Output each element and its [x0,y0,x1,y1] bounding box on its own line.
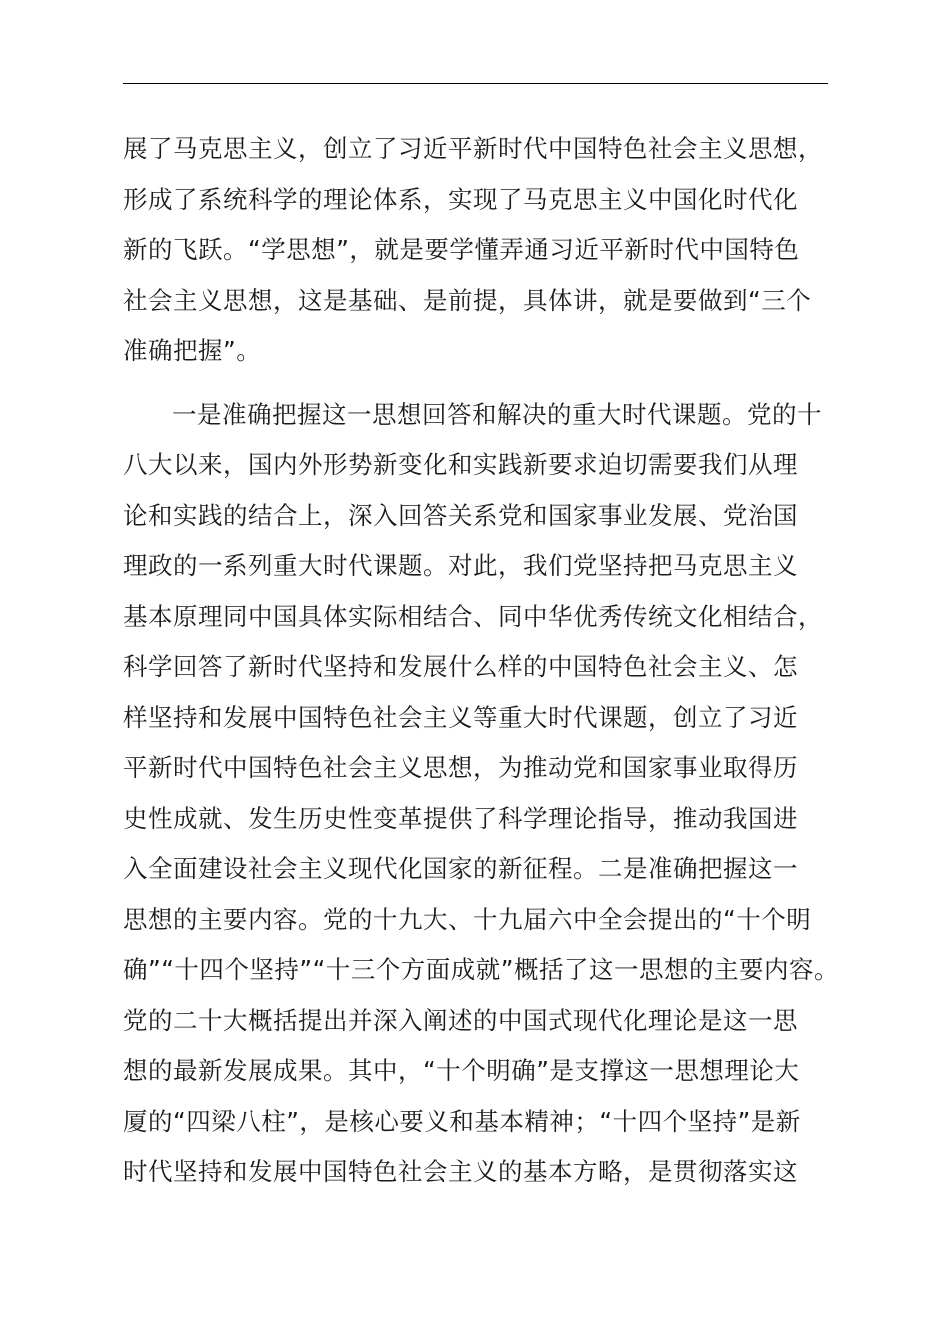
paragraph-gap [123,377,828,390]
text-line: 展了马克思主义，创立了习近平新时代中国特色社会主义思想， [123,134,823,163]
text-line: 厦的“四梁八柱”，是核心要义和基本精神；“十四个坚持”是新 [123,1106,801,1136]
header-rule [123,83,828,84]
text-line: 一是准确把握这一思想回答和解决的重大时代课题。党的十 [172,399,822,429]
text-line: 平新时代中国特色社会主义思想，为推动党和国家事业取得历 [123,753,798,782]
text-line: 八大以来，国内外形势新变化和实践新要求迫切需要我们从理 [123,450,798,479]
text-line: 思想的主要内容。党的十九大、十九届六中全会提出的“十个明 [123,904,812,934]
text-line: 理政的一系列重大时代课题。对此，我们党坚持把马克思主义 [123,551,798,580]
text-line: 基本原理同中国具体实际相结合、同中华优秀传统文化相结合， [123,601,823,631]
text-line: 准确把握”。 [123,336,262,365]
text-line: 论和实践的结合上，深入回答关系党和国家事业发展、党治国 [123,500,798,530]
body-text [123,124,839,1198]
text-line: 形成了系统科学的理论体系，实现了马克思主义中国化时代化 [123,184,798,214]
text-line: 入全面建设社会主义现代化国家的新征程。二是准确把握这一 [123,854,798,883]
text-line: 样坚持和发展中国特色社会主义等重大时代课题，创立了习近 [123,702,798,732]
text-line: 科学回答了新时代坚持和发展什么样的中国特色社会主义、怎 [123,652,798,681]
paragraph-1 [123,124,828,377]
text-line: 时代坚持和发展中国特色社会主义的基本方略，是贯彻落实这 [123,1157,798,1186]
text-line: 想的最新发展成果。其中，“十个明确”是支撑这一思想理论大 [123,1056,800,1085]
text-line: 新的飞跃。“学思想”，就是要学懂弄通习近平新时代中国特色 [123,235,800,264]
text-line: 史性成就、发生历史性变革提供了科学理论指导，推动我国进 [123,803,798,833]
paragraph-2 [123,390,839,1198]
text-line: 确”“十四个坚持”“十三个方面成就”概括了这一思想的主要内容。 [123,955,839,984]
text-line: 社会主义思想，这是基础、是前提，具体讲，就是要做到“三个 [123,285,812,315]
text-line: 党的二十大概括提出并深入阐述的中国式现代化理论是这一思 [123,1005,798,1035]
